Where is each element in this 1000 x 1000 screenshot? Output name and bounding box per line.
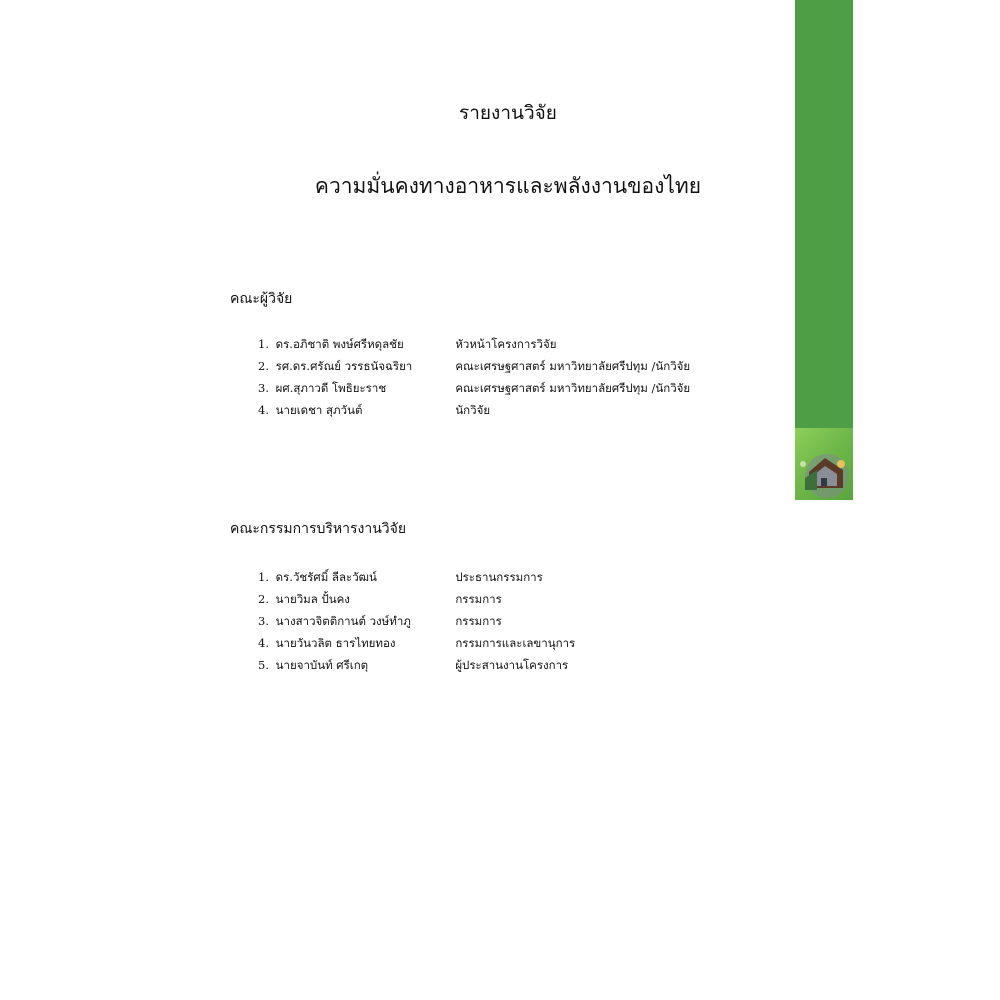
list-item (258, 333, 690, 355)
member-role: ผู้ประสานงานโครงการ (455, 658, 569, 672)
item-number: 4. (258, 403, 269, 417)
list-item (258, 399, 690, 421)
committee-list (258, 566, 575, 676)
green-side-strip (795, 0, 853, 500)
member-name: รศ.ดร.ศรัณย์ วรรธนัจฉริยา (275, 359, 413, 373)
member-name: นายจาบันท์ ศรีเกตุ (275, 658, 369, 672)
member-role: กรรมการ (455, 614, 502, 628)
list-item (258, 610, 575, 632)
member-role: ประธานกรรมการ (455, 570, 543, 584)
list-item (258, 632, 575, 654)
member-name: นายวิมล ปั้นคง (275, 592, 350, 606)
item-number: 1. (258, 337, 269, 351)
member-name: ผศ.สุภาวดี โพธิยะราช (275, 381, 387, 395)
item-number: 3. (258, 614, 269, 628)
member-role: คณะเศรษฐศาสตร์ มหาวิทยาลัยศรีปทุม /นักวิจัย (455, 381, 691, 395)
member-role: คณะเศรษฐศาสตร์ มหาวิทยาลัยศรีปทุม /นักวิจัย (455, 359, 691, 373)
list-item (258, 654, 575, 676)
item-number: 1. (258, 570, 269, 584)
member-role: หัวหน้าโครงการวิจัย (455, 337, 557, 351)
list-item (258, 355, 690, 377)
item-number: 3. (258, 381, 269, 395)
list-item (258, 588, 575, 610)
researchers-list (258, 333, 690, 421)
member-name: นางสาวจิตติกานต์ วงษ์ทำภู (275, 614, 411, 628)
member-name: นายวันวลิต ธารไทยทอง (275, 636, 396, 650)
item-number: 2. (258, 359, 269, 373)
list-item (258, 377, 690, 399)
member-role: นักวิจัย (455, 403, 491, 417)
member-name: นายเดชา สุภวันต์ (275, 403, 363, 417)
report-title: ความมั่นคงทางอาหารและพลังงานของไทย (314, 174, 702, 198)
member-role: กรรมการ (455, 592, 502, 606)
member-role: กรรมการและเลขานุการ (455, 636, 576, 650)
item-number: 5. (258, 658, 269, 672)
member-name: ดร.วัชรัศมิ์ ลีละวัฒน์ (275, 570, 377, 584)
researchers-heading: คณะผู้วิจัย (230, 291, 293, 307)
list-item (258, 566, 575, 588)
member-name: ดร.อภิชาติ พงษ์ศรีหดุลชัย (275, 337, 404, 351)
committee-heading: คณะกรรมการบริหารงานวิจัย (230, 521, 407, 537)
item-number: 2. (258, 592, 269, 606)
house-image-icon (795, 428, 853, 500)
item-number: 4. (258, 636, 269, 650)
cover-photo-thumbnail (795, 428, 853, 500)
report-label: รายงานวิจัย (459, 102, 557, 124)
